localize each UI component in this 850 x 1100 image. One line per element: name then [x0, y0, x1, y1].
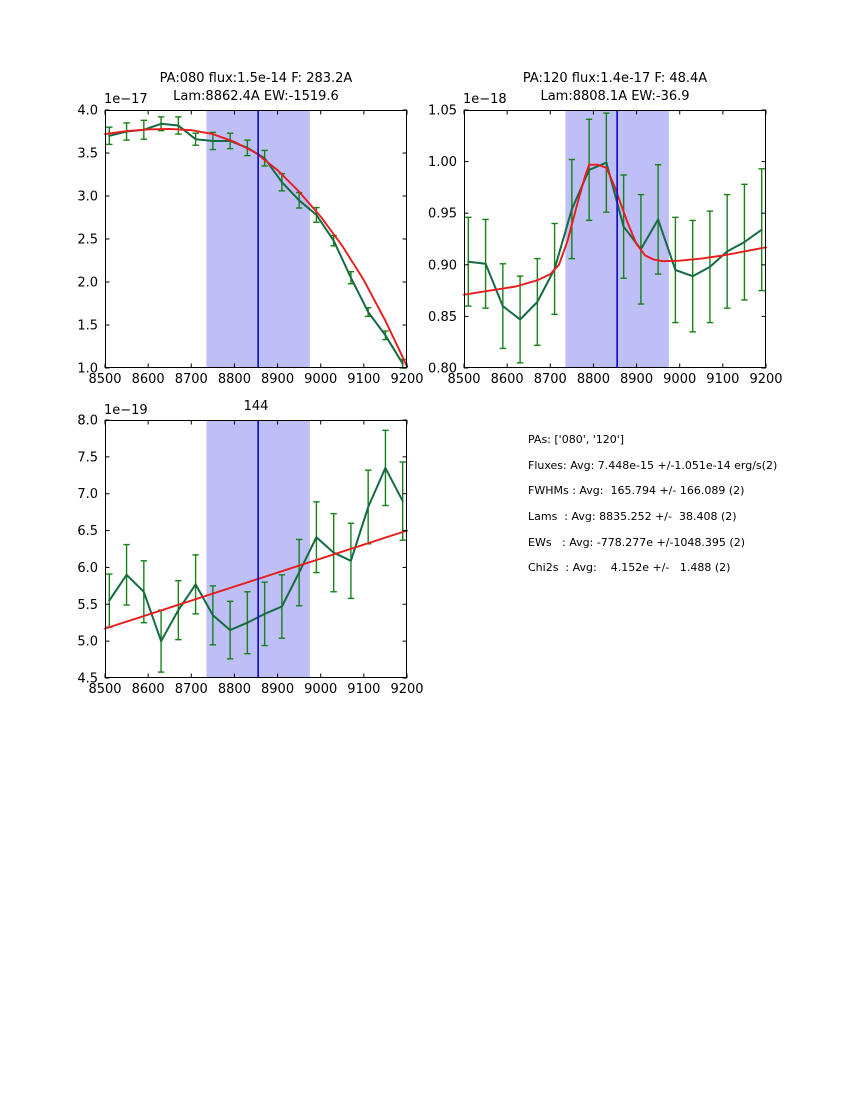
x-tick-label: 8700 [533, 372, 567, 387]
y-tick-label: 7.0 [77, 487, 98, 503]
stats-chi2s: Chi2s : Avg: 4.152e +/- 1.488 (2) [528, 561, 731, 575]
x-tick-label: 9000 [663, 372, 697, 387]
x-tick-label: 8800 [217, 682, 251, 697]
y-tick-label: 1.00 [428, 155, 457, 171]
plot1-title-line2: Lam:8862.4A EW:-1519.6 [173, 89, 339, 104]
y-tick-label: 5.5 [77, 597, 98, 613]
x-tick-label: 8900 [261, 682, 295, 697]
y-tick-label: 1.05 [428, 103, 457, 119]
x-tick-label: 8600 [131, 682, 165, 697]
y-tick-label: 2.5 [77, 232, 98, 248]
x-tick-label: 9100 [347, 372, 381, 387]
stats-ews: EWs : Avg: -778.277e +/-1048.395 (2) [528, 535, 746, 549]
x-tick-label: 8700 [174, 372, 208, 387]
stats-block [528, 427, 777, 581]
y-tick-label: 7.5 [77, 450, 98, 466]
y-tick-label: 4.5 [77, 671, 98, 687]
x-tick-label: 9000 [304, 372, 338, 387]
x-tick-label: 8900 [620, 372, 654, 387]
plot1-pa080-axes [77, 103, 424, 387]
y-tick-label: 0.90 [428, 258, 457, 274]
stats-fluxes: Fluxes: Avg: 7.448e-15 +/-1.051e-14 erg/s(2) [528, 458, 778, 472]
plot3-combined-axes [77, 413, 424, 697]
x-tick-label: 9200 [390, 372, 424, 387]
plot3-y-offset-label: 1e−19 [104, 403, 148, 418]
y-tick-label: 4.0 [77, 103, 98, 119]
plot1-title-line1: PA:080 flux:1.5e-14 F: 283.2A [159, 71, 353, 86]
y-tick-label: 0.95 [428, 206, 457, 222]
plot2-title-line2: Lam:8808.1A EW:-36.9 [540, 89, 690, 104]
x-tick-label: 9200 [749, 372, 783, 387]
plot1-y-offset-label: 1e−17 [104, 92, 148, 107]
x-tick-label: 9000 [304, 682, 338, 697]
plot2-y-offset-label: 1e−18 [463, 92, 507, 107]
y-tick-label: 8.0 [77, 413, 98, 429]
plot2-pa120-axes [428, 103, 783, 387]
stats-fwhms: FWHMs : Avg: 165.794 +/- 166.089 (2) [528, 484, 745, 498]
x-tick-label: 8600 [490, 372, 524, 387]
y-tick-label: 2.0 [77, 275, 98, 291]
plot2-title-line1: PA:120 flux:1.4e-17 F: 48.4A [522, 71, 708, 86]
stats-lams: Lams : Avg: 8835.252 +/- 38.408 (2) [528, 510, 737, 524]
y-tick-label: 3.5 [77, 146, 98, 162]
y-tick-label: 0.80 [428, 361, 457, 377]
y-tick-label: 3.0 [77, 189, 98, 205]
x-tick-label: 8600 [131, 372, 165, 387]
y-tick-label: 0.85 [428, 309, 457, 325]
stats-pas: PAs: ['080', '120'] [528, 433, 625, 447]
y-tick-label: 5.0 [77, 634, 98, 650]
x-tick-label: 8800 [576, 372, 610, 387]
y-tick-label: 1.0 [77, 361, 98, 377]
x-tick-label: 9100 [706, 372, 740, 387]
x-tick-label: 8500 [88, 682, 122, 697]
x-tick-label: 9100 [347, 682, 381, 697]
x-tick-label: 8900 [261, 372, 295, 387]
y-tick-label: 6.5 [77, 524, 98, 540]
y-tick-label: 6.0 [77, 560, 98, 576]
x-tick-label: 8500 [88, 372, 122, 387]
plot3-title: 144 [243, 399, 269, 414]
x-tick-label: 8700 [174, 682, 208, 697]
x-tick-label: 8800 [217, 372, 251, 387]
x-tick-label: 9200 [390, 682, 424, 697]
x-tick-label: 8500 [447, 372, 481, 387]
y-tick-label: 1.5 [77, 318, 98, 334]
